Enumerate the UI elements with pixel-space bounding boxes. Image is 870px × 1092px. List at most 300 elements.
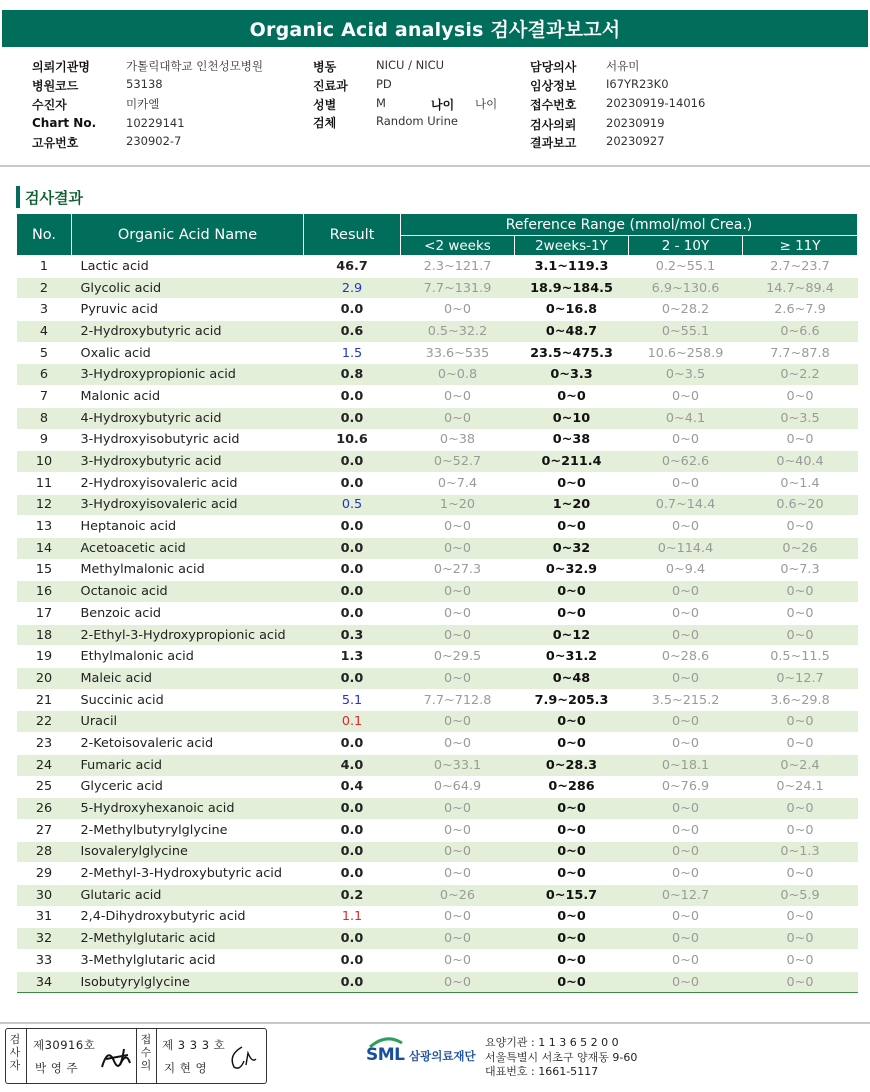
row-range-2weeks-1y: 0~16.8: [515, 299, 629, 321]
report-label: 결과보고: [530, 136, 577, 150]
row-no: 29: [17, 863, 72, 885]
row-result: 0.0: [304, 668, 401, 690]
row-range-under-2weeks: 0~0: [401, 841, 515, 863]
row-range-11y-plus: 0~6.6: [743, 321, 858, 343]
table-row: [17, 906, 858, 928]
table-row: [17, 950, 858, 972]
table-row: [17, 537, 858, 559]
row-range-11y-plus: 0.5~11.5: [743, 646, 858, 668]
row-name: Lactic acid: [72, 256, 304, 278]
row-name: Maleic acid: [72, 668, 304, 690]
row-name: 2-Methyl-3-Hydroxybutyric acid: [72, 863, 304, 885]
row-result: 0.0: [304, 798, 401, 820]
row-range-under-2weeks: 7.7~712.8: [401, 689, 515, 711]
table-row: [17, 429, 858, 451]
row-no: 30: [17, 884, 72, 906]
table-row: [17, 342, 858, 364]
row-range-11y-plus: 0~7.3: [743, 559, 858, 581]
row-range-11y-plus: 0~0: [743, 819, 858, 841]
row-range-2-10y: 0~4.1: [629, 407, 743, 429]
row-name: 3-Methylglutaric acid: [72, 950, 304, 972]
lab-code: 요양기관 : 1 1 3 6 5 2 0 0: [485, 1036, 619, 1049]
row-name: Malonic acid: [72, 386, 304, 408]
row-name: Pyruvic acid: [72, 299, 304, 321]
table-row: [17, 646, 858, 668]
row-no: 21: [17, 689, 72, 711]
table-row: [17, 841, 858, 863]
row-range-2weeks-1y: 0~0: [515, 841, 629, 863]
institution-label: 의뢰기관명: [32, 60, 90, 74]
sex-value: M: [376, 96, 386, 110]
row-no: 28: [17, 841, 72, 863]
row-name: Uracil: [72, 711, 304, 733]
header-result: Result: [304, 214, 401, 256]
row-range-11y-plus: 0~0: [743, 971, 858, 993]
row-range-2-10y: 0~55.1: [629, 321, 743, 343]
row-range-2-10y: 0~0: [629, 841, 743, 863]
lab-address: 서울특별시 서초구 양재동 9-60: [485, 1050, 638, 1064]
row-name: 4-Hydroxybutyric acid: [72, 407, 304, 429]
row-range-2-10y: 0~0: [629, 733, 743, 755]
row-no: 7: [17, 386, 72, 408]
row-range-2weeks-1y: 0~0: [515, 928, 629, 950]
row-no: 10: [17, 451, 72, 473]
row-range-under-2weeks: 0~0: [401, 928, 515, 950]
row-no: 13: [17, 516, 72, 538]
report-value: 20230927: [606, 134, 665, 148]
unique-no-value: 230902-7: [126, 134, 182, 148]
request-label: 검사의뢰: [530, 118, 577, 132]
section-title: 검사결과: [25, 188, 83, 207]
row-no: 24: [17, 754, 72, 776]
row-range-11y-plus: 0~0: [743, 603, 858, 625]
org-name: 삼광의료재단: [409, 1049, 476, 1063]
row-range-2-10y: 6.9~130.6: [629, 277, 743, 299]
table-row: [17, 884, 858, 906]
request-value: 20230919: [606, 116, 665, 130]
table-row: [17, 689, 858, 711]
row-range-2weeks-1y: 0~28.3: [515, 754, 629, 776]
row-result: 2.9: [304, 277, 401, 299]
row-range-2-10y: 0~0: [629, 798, 743, 820]
row-result: 0.0: [304, 971, 401, 993]
row-range-11y-plus: 0~1.3: [743, 841, 858, 863]
row-range-2-10y: 0~76.9: [629, 776, 743, 798]
lab-phone: 대표번호 : 1661-5117: [485, 1065, 599, 1078]
row-name: Acetoacetic acid: [72, 537, 304, 559]
row-range-11y-plus: 0~1.4: [743, 472, 858, 494]
row-range-2-10y: 0~9.4: [629, 559, 743, 581]
clinical-label: 임상정보: [530, 79, 577, 93]
table-row: [17, 299, 858, 321]
row-range-under-2weeks: 0~0: [401, 711, 515, 733]
row-name: Oxalic acid: [72, 342, 304, 364]
row-range-11y-plus: 0~0: [743, 928, 858, 950]
row-range-2-10y: 0~18.1: [629, 754, 743, 776]
row-range-under-2weeks: 0~0: [401, 516, 515, 538]
row-range-under-2weeks: 0~0: [401, 863, 515, 885]
age-value: 나이: [475, 97, 498, 111]
row-range-2weeks-1y: 0~0: [515, 733, 629, 755]
row-result: 0.3: [304, 624, 401, 646]
row-result: 1.5: [304, 342, 401, 364]
header-reference-range: Reference Range (mmol/mol Crea.): [401, 214, 858, 236]
row-name: 2-Hydroxyisovaleric acid: [72, 472, 304, 494]
row-range-11y-plus: 0~0: [743, 863, 858, 885]
row-range-11y-plus: 0~0: [743, 429, 858, 451]
row-no: 17: [17, 603, 72, 625]
header-range-2-10y: 2 - 10Y: [629, 236, 743, 256]
row-range-2weeks-1y: 0~0: [515, 472, 629, 494]
row-range-2weeks-1y: 7.9~205.3: [515, 689, 629, 711]
row-range-under-2weeks: 0~0: [401, 537, 515, 559]
row-name: Isovalerylglycine: [72, 841, 304, 863]
row-range-2weeks-1y: 0~211.4: [515, 451, 629, 473]
row-range-under-2weeks: 0~0: [401, 624, 515, 646]
row-no: 32: [17, 928, 72, 950]
table-row: [17, 798, 858, 820]
row-range-2-10y: 3.5~215.2: [629, 689, 743, 711]
row-range-2weeks-1y: 0~0: [515, 516, 629, 538]
row-name: Methylmalonic acid: [72, 559, 304, 581]
row-no: 20: [17, 668, 72, 690]
row-range-2weeks-1y: 0~10: [515, 407, 629, 429]
row-range-under-2weeks: 0~38: [401, 429, 515, 451]
row-range-11y-plus: 0~26: [743, 537, 858, 559]
row-range-11y-plus: 0~0: [743, 516, 858, 538]
row-range-under-2weeks: 0~0: [401, 603, 515, 625]
row-range-11y-plus: 0~2.2: [743, 364, 858, 386]
row-name: Glutaric acid: [72, 884, 304, 906]
row-range-2-10y: 0~0: [629, 603, 743, 625]
row-name: Heptanoic acid: [72, 516, 304, 538]
row-range-2-10y: 0~12.7: [629, 884, 743, 906]
header-name: Organic Acid Name: [72, 214, 304, 256]
row-result: 46.7: [304, 256, 401, 278]
results-body: [17, 256, 858, 993]
row-no: 25: [17, 776, 72, 798]
row-range-2-10y: 0~0: [629, 668, 743, 690]
specimen-label: 검체: [313, 116, 337, 130]
divider: [0, 165, 870, 167]
row-range-2weeks-1y: 3.1~119.3: [515, 256, 629, 278]
row-range-under-2weeks: 0~0.8: [401, 364, 515, 386]
row-range-2weeks-1y: 0~32: [515, 537, 629, 559]
row-range-11y-plus: 0~24.1: [743, 776, 858, 798]
row-result: 0.0: [304, 386, 401, 408]
row-no: 8: [17, 407, 72, 429]
dept-value: PD: [376, 77, 392, 91]
sign-divider: [156, 1029, 157, 1083]
dept-label: 진료과: [313, 79, 348, 93]
table-row: [17, 364, 858, 386]
doctor-label: 담당의사: [530, 60, 577, 74]
row-result: 0.1: [304, 711, 401, 733]
table-row: [17, 559, 858, 581]
row-range-under-2weeks: 0~52.7: [401, 451, 515, 473]
row-no: 1: [17, 256, 72, 278]
row-name: 2-Ketoisovaleric acid: [72, 733, 304, 755]
row-result: 0.8: [304, 364, 401, 386]
row-range-11y-plus: 0~0: [743, 733, 858, 755]
row-range-2-10y: 0~0: [629, 711, 743, 733]
row-name: 3-Hydroxyisobutyric acid: [72, 429, 304, 451]
row-result: 0.0: [304, 603, 401, 625]
institution-value: 가톨릭대학교 인천성모병원: [126, 59, 263, 73]
approver-signature: [224, 1041, 260, 1073]
row-range-under-2weeks: 0~0: [401, 386, 515, 408]
row-range-2weeks-1y: 0~0: [515, 603, 629, 625]
section-heading: [16, 185, 83, 209]
row-range-2-10y: 0~0: [629, 386, 743, 408]
row-result: 1.1: [304, 906, 401, 928]
unique-no-label: 고유번호: [32, 136, 79, 150]
row-range-11y-plus: 3.6~29.8: [743, 689, 858, 711]
row-no: 27: [17, 819, 72, 841]
hospital-code-value: 53138: [126, 77, 163, 91]
tester-license: 제30916호: [33, 1038, 96, 1052]
row-name: 2,4-Dihydroxybutyric acid: [72, 906, 304, 928]
row-no: 15: [17, 559, 72, 581]
table-row: [17, 256, 858, 278]
row-range-2weeks-1y: 0~0: [515, 863, 629, 885]
row-result: 0.0: [304, 451, 401, 473]
table-row: [17, 472, 858, 494]
table-row: [17, 863, 858, 885]
row-name: Ethylmalonic acid: [72, 646, 304, 668]
row-range-under-2weeks: 0~0: [401, 733, 515, 755]
row-range-2weeks-1y: 18.9~184.5: [515, 277, 629, 299]
row-range-under-2weeks: 2.3~121.7: [401, 256, 515, 278]
row-range-2-10y: 0~0: [629, 429, 743, 451]
row-range-under-2weeks: 0~0: [401, 668, 515, 690]
table-row: [17, 581, 858, 603]
age-label: 나이: [431, 98, 455, 112]
ward-label: 병동: [313, 60, 337, 74]
row-range-2-10y: 0~0: [629, 472, 743, 494]
row-range-11y-plus: 0~0: [743, 798, 858, 820]
row-range-2weeks-1y: 0~0: [515, 581, 629, 603]
header-no: No.: [17, 214, 72, 256]
row-result: 0.0: [304, 407, 401, 429]
row-no: 12: [17, 494, 72, 516]
table-row: [17, 321, 858, 343]
chart-no-label: Chart No.: [32, 116, 97, 130]
table-row: [17, 624, 858, 646]
row-range-2weeks-1y: 23.5~475.3: [515, 342, 629, 364]
row-no: 26: [17, 798, 72, 820]
section-marker: [16, 186, 20, 208]
table-row: [17, 819, 858, 841]
row-range-2weeks-1y: 1~20: [515, 494, 629, 516]
row-range-2-10y: 0~28.2: [629, 299, 743, 321]
row-range-under-2weeks: 0~0: [401, 299, 515, 321]
row-result: 10.6: [304, 429, 401, 451]
report-title: Organic Acid analysis 검사결과보고서: [2, 10, 868, 47]
row-result: 0.6: [304, 321, 401, 343]
row-name: Benzoic acid: [72, 603, 304, 625]
header-range-2weeks-1y: 2weeks-1Y: [515, 236, 629, 256]
table-row: [17, 668, 858, 690]
row-no: 33: [17, 950, 72, 972]
row-range-2weeks-1y: 0~0: [515, 798, 629, 820]
row-result: 0.0: [304, 559, 401, 581]
row-range-2-10y: 0~28.6: [629, 646, 743, 668]
chart-no-value: 10229141: [126, 116, 185, 130]
row-name: 2-Methylbutyrylglycine: [72, 819, 304, 841]
row-range-2weeks-1y: 0~48: [515, 668, 629, 690]
row-result: 1.3: [304, 646, 401, 668]
row-name: Isobutyrylglycine: [72, 971, 304, 993]
row-range-2-10y: 0~62.6: [629, 451, 743, 473]
signature-box: [5, 1028, 267, 1084]
specimen-value: Random Urine: [376, 114, 458, 128]
row-range-2weeks-1y: 0~0: [515, 711, 629, 733]
row-range-11y-plus: 0~0: [743, 624, 858, 646]
row-result: 0.0: [304, 537, 401, 559]
hospital-code-label: 병원코드: [32, 79, 79, 93]
patient-info: [0, 56, 870, 152]
row-range-11y-plus: 0~3.5: [743, 407, 858, 429]
row-result: 0.0: [304, 819, 401, 841]
table-row: [17, 603, 858, 625]
row-range-under-2weeks: 0~64.9: [401, 776, 515, 798]
approver-name: 지 현 영: [164, 1061, 208, 1075]
patient-label: 수진자: [32, 98, 67, 112]
row-name: 2-Hydroxybutyric acid: [72, 321, 304, 343]
row-range-under-2weeks: 7.7~131.9: [401, 277, 515, 299]
row-range-2-10y: 0~0: [629, 950, 743, 972]
table-row: [17, 386, 858, 408]
row-name: Glyceric acid: [72, 776, 304, 798]
row-no: 34: [17, 971, 72, 993]
row-range-11y-plus: 0~0: [743, 581, 858, 603]
row-range-11y-plus: 0~0: [743, 906, 858, 928]
row-range-11y-plus: 14.7~89.4: [743, 277, 858, 299]
row-range-under-2weeks: 0~7.4: [401, 472, 515, 494]
row-range-2weeks-1y: 0~48.7: [515, 321, 629, 343]
row-range-2weeks-1y: 0~0: [515, 971, 629, 993]
row-no: 9: [17, 429, 72, 451]
row-range-11y-plus: 0~40.4: [743, 451, 858, 473]
sign-divider: [26, 1029, 27, 1083]
row-result: 0.0: [304, 950, 401, 972]
sex-label: 성별: [313, 98, 337, 112]
row-no: 2: [17, 277, 72, 299]
row-range-11y-plus: 0~2.4: [743, 754, 858, 776]
row-result: 0.0: [304, 299, 401, 321]
table-row: [17, 516, 858, 538]
tester-signature: [98, 1041, 134, 1073]
footer-divider: [0, 1022, 870, 1024]
row-name: 3-Hydroxybutyric acid: [72, 451, 304, 473]
header-range-11y-plus: ≥ 11Y: [743, 236, 858, 256]
row-range-under-2weeks: 0~0: [401, 950, 515, 972]
row-result: 0.0: [304, 863, 401, 885]
row-range-2weeks-1y: 0~32.9: [515, 559, 629, 581]
row-range-under-2weeks: 0~29.5: [401, 646, 515, 668]
row-range-2weeks-1y: 0~12: [515, 624, 629, 646]
row-range-11y-plus: 0~12.7: [743, 668, 858, 690]
row-range-under-2weeks: 0.5~32.2: [401, 321, 515, 343]
table-row: [17, 277, 858, 299]
row-range-11y-plus: 2.7~23.7: [743, 256, 858, 278]
row-range-2-10y: 0~0: [629, 971, 743, 993]
row-range-2weeks-1y: 0~0: [515, 906, 629, 928]
row-result: 4.0: [304, 754, 401, 776]
row-range-2weeks-1y: 0~0: [515, 950, 629, 972]
tester-label: 검사자: [9, 1033, 21, 1072]
row-range-under-2weeks: 0~27.3: [401, 559, 515, 581]
logo-text: SML: [366, 1045, 405, 1065]
row-result: 0.0: [304, 516, 401, 538]
row-range-2-10y: 0.2~55.1: [629, 256, 743, 278]
row-range-2weeks-1y: 0~31.2: [515, 646, 629, 668]
table-row: [17, 971, 858, 993]
row-range-2weeks-1y: 0~3.3: [515, 364, 629, 386]
row-range-under-2weeks: 0~0: [401, 798, 515, 820]
row-no: 14: [17, 537, 72, 559]
row-name: Fumaric acid: [72, 754, 304, 776]
row-range-under-2weeks: 33.6~535: [401, 342, 515, 364]
row-range-11y-plus: 0~5.9: [743, 884, 858, 906]
row-result: 0.5: [304, 494, 401, 516]
header-range-under-2weeks: <2 weeks: [401, 236, 515, 256]
table-row: [17, 451, 858, 473]
row-range-under-2weeks: 0~26: [401, 884, 515, 906]
row-no: 23: [17, 733, 72, 755]
table-row: [17, 754, 858, 776]
row-no: 16: [17, 581, 72, 603]
row-range-2weeks-1y: 0~0: [515, 819, 629, 841]
table-row: [17, 733, 858, 755]
table-row: [17, 711, 858, 733]
row-range-under-2weeks: 0~0: [401, 906, 515, 928]
table-row: [17, 776, 858, 798]
row-result: 5.1: [304, 689, 401, 711]
approver-license: 제 3 3 3 호: [162, 1038, 226, 1052]
approver-label: 접수의: [140, 1033, 152, 1072]
row-no: 31: [17, 906, 72, 928]
row-range-under-2weeks: 0~0: [401, 971, 515, 993]
row-range-2-10y: 0~0: [629, 581, 743, 603]
row-name: 2-Ethyl-3-Hydroxypropionic acid: [72, 624, 304, 646]
row-range-under-2weeks: 0~0: [401, 407, 515, 429]
row-range-under-2weeks: 0~0: [401, 819, 515, 841]
row-range-11y-plus: 0~0: [743, 386, 858, 408]
row-range-2-10y: 0~3.5: [629, 364, 743, 386]
row-name: Octanoic acid: [72, 581, 304, 603]
row-result: 0.0: [304, 841, 401, 863]
row-range-2weeks-1y: 0~38: [515, 429, 629, 451]
row-result: 0.2: [304, 884, 401, 906]
row-range-2-10y: 0~0: [629, 516, 743, 538]
row-range-2-10y: 0~0: [629, 863, 743, 885]
lab-info: [485, 1036, 637, 1080]
row-range-2-10y: 0~114.4: [629, 537, 743, 559]
row-no: 22: [17, 711, 72, 733]
doctor-value: 서유미: [606, 59, 640, 73]
row-no: 6: [17, 364, 72, 386]
row-no: 4: [17, 321, 72, 343]
row-name: 3-Hydroxyisovaleric acid: [72, 494, 304, 516]
row-name: Glycolic acid: [72, 277, 304, 299]
row-result: 0.0: [304, 581, 401, 603]
row-range-2-10y: 0~0: [629, 624, 743, 646]
patient-value: 미카엘: [126, 97, 160, 111]
row-range-2-10y: 0~0: [629, 906, 743, 928]
row-no: 3: [17, 299, 72, 321]
